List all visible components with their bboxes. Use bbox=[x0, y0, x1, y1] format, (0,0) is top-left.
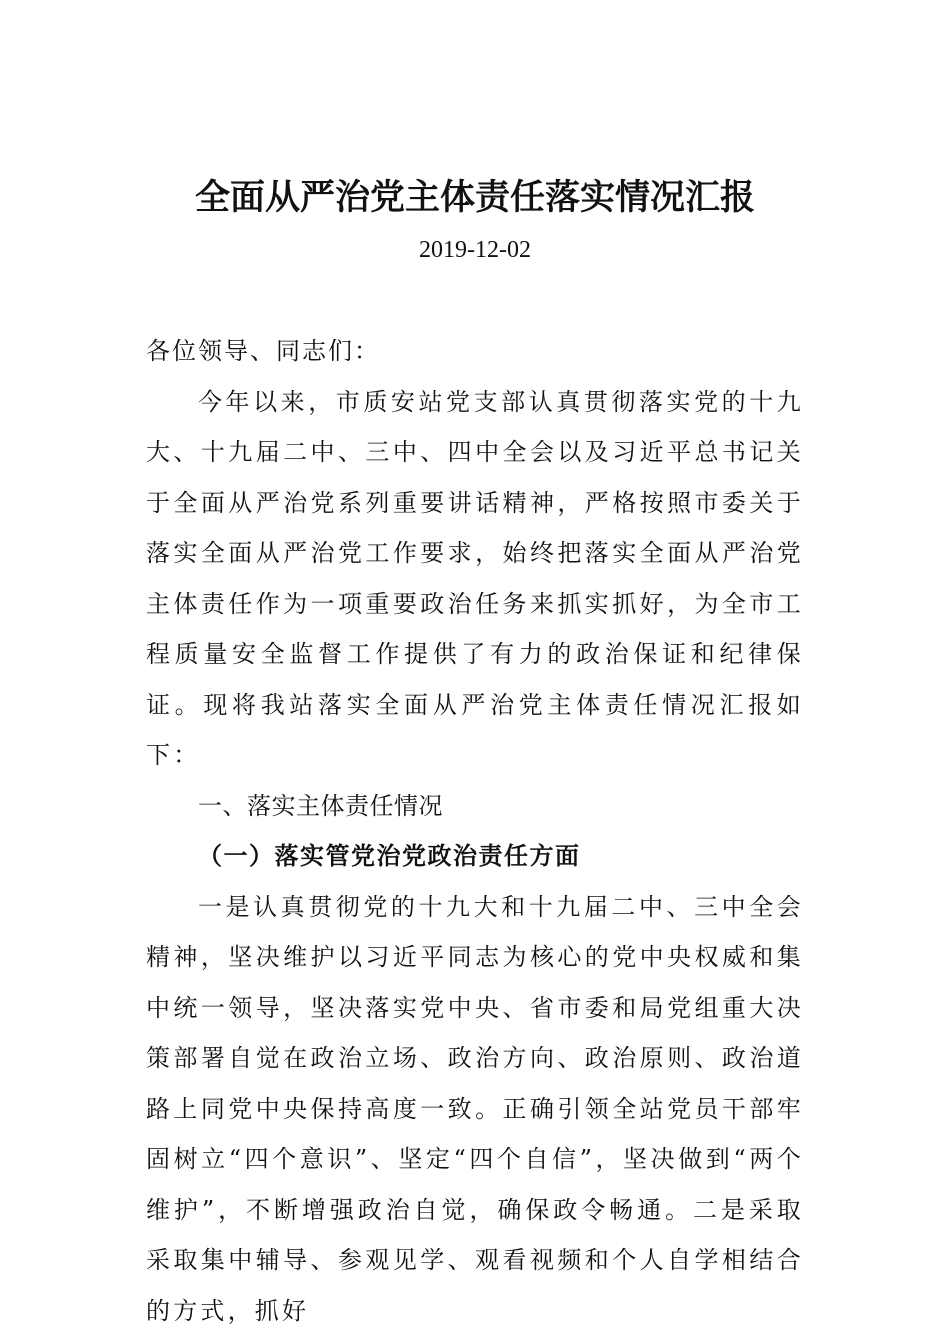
document-title: 全面从严治党主体责任落实情况汇报 bbox=[194, 177, 755, 218]
document-body bbox=[146, 326, 804, 1336]
intro-paragraph: 今年以来，市质安站党支部认真贯彻落实党的十九大、十九届二中、三中、四中全会以及习近平总书记关于全面从严治党系列重要讲话精神，严格按照市委关于落实全面从严治党工作要求，始终把落实全面从严治党主体责任作为一项重要政治任务来抓实抓好，为全市工程质量安全监督工作提供了有力的政治保证和纪律保证。现将我站落实全面从严治党主体责任情况汇报如下： bbox=[146, 387, 804, 769]
section-heading: 一、落实主体责任情况 bbox=[198, 791, 443, 820]
document-date: 2019-12-02 bbox=[419, 237, 531, 263]
body-paragraph: 一是认真贯彻党的十九大和十九届二中、三中全会精神，坚决维护以习近平同志为核心的党中央权威和集中统一领导，坚决落实党中央、省市委和局党组重大决策部署自觉在政治立场、政治方向、政治原则、政治道路上同党中央保持高度一致。正确引领全站党员干部牢固树立“四个意识”、坚定“四个自信”，坚决做到“两个维护”，不断增强政治自觉，确保政令畅通。二是采取采取集中辅导、参观见学、观看视频和个人自学相结合的方式，抓好 bbox=[146, 892, 804, 1325]
greeting: 各位领导、同志们： bbox=[146, 337, 380, 365]
subsection-heading: （一）落实管党治党政治责任方面 bbox=[198, 841, 581, 870]
